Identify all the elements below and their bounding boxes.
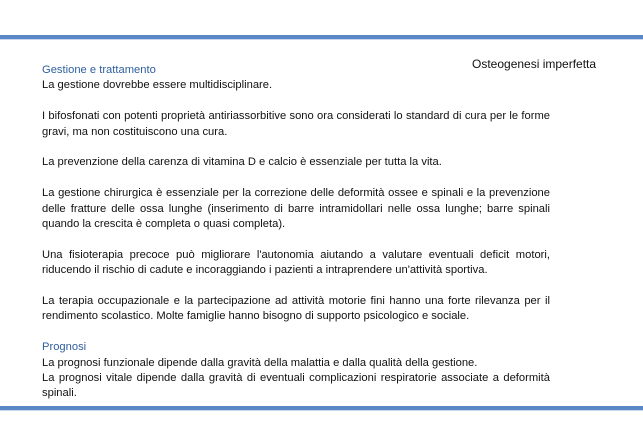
paragraph: La prognosi funzionale dipende dalla gravità della malattia e dalla qualità della gestione. [42, 356, 478, 369]
paragraph: La prevenzione della carenza di vitamina D e calcio è essenziale per tutta la vita. [42, 156, 442, 169]
paragraph: Una fisioterapia precoce può migliorare l'autonomia aiutando a valutare eventuali deficit motori, riducendo il rischio di cadute e incoraggiando i pazienti a intraprendere un'attività sportiva. [42, 248, 550, 277]
paragraph: I bifosfonati con potenti proprietà antiriassorbitive sono ora considerati lo standard di cura per le forme gravi, ma non costituiscono una cura. [42, 110, 550, 138]
paragraph: La gestione dovrebbe essere multidisciplinare. [42, 79, 273, 92]
document-body [42, 63, 550, 402]
section-heading-prognosis: Prognosi [42, 341, 87, 354]
top-divider [0, 35, 643, 40]
bottom-divider [0, 406, 643, 411]
paragraph: La terapia occupazionale e la partecipazione ad attività motorie fini hanno una forte rilevanza per il rendimento scolastico. Molte famiglie hanno bisogno di supporto psicologico e sociale. [42, 295, 550, 323]
section-heading-management: Gestione e trattamento [42, 64, 156, 76]
paragraph: La prognosi vitale dipende dalla gravità di eventuali complicazioni respiratorie associate a deformità spinali. [42, 372, 550, 400]
document-title: Osteogenesi imperfetta [472, 57, 597, 71]
paragraph: La gestione chirurgica è essenziale per la correzione delle deformità ossee e spinali e la prevenzione delle fratture delle ossa lunghe (inserimento di barre intramidollari nelle ossa lunghe; barre spinali quando la crescita è completa o quasi completa). [42, 187, 550, 231]
